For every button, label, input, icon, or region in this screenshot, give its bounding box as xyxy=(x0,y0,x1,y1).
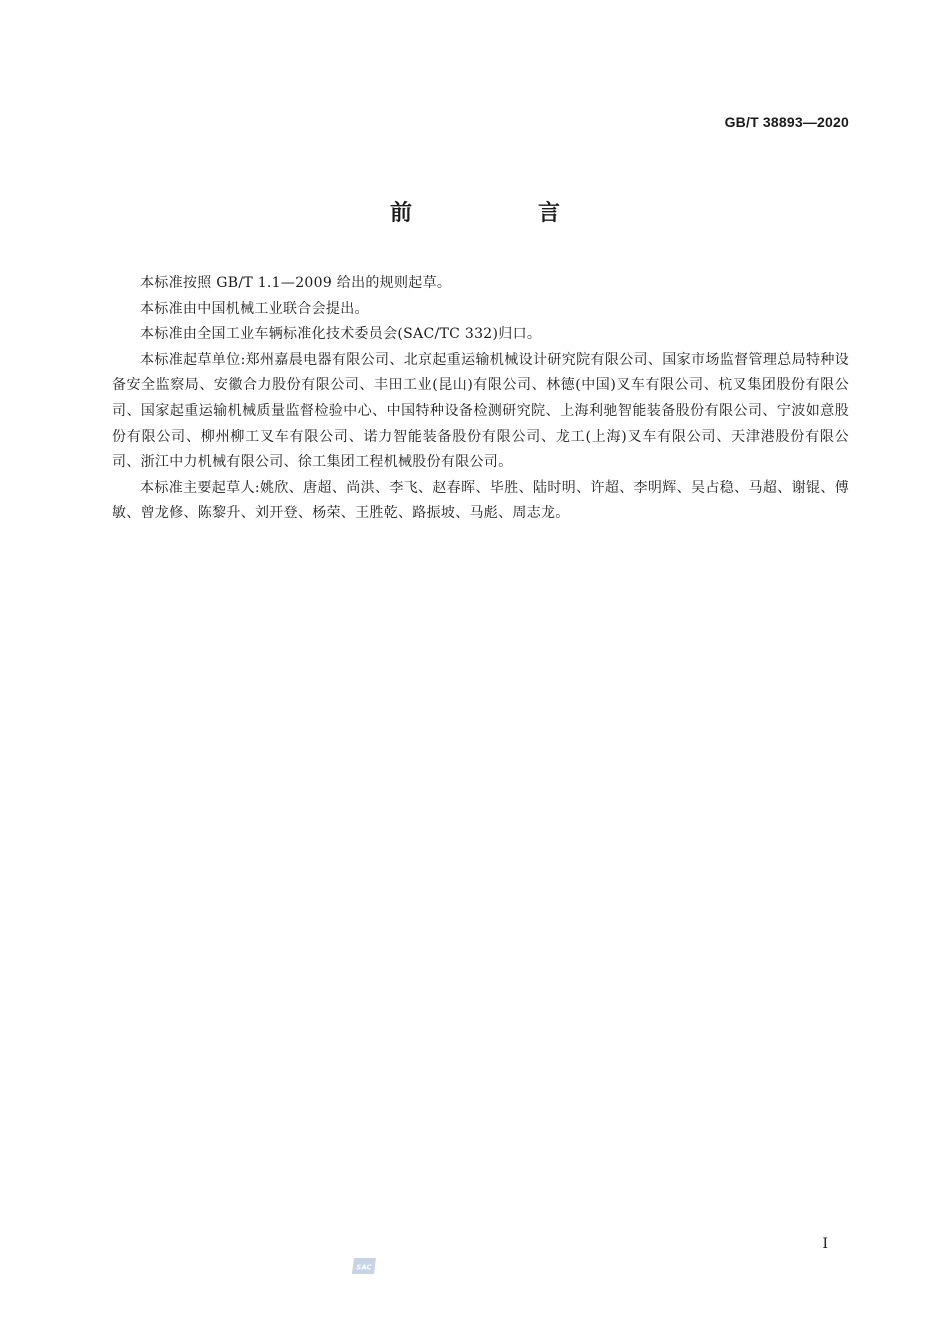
page-title: 前 言 xyxy=(389,201,612,226)
page-number: I xyxy=(822,1236,828,1252)
paragraph-proposer: 本标准由中国机械工业联合会提出。 xyxy=(140,300,369,317)
foreword-body xyxy=(112,271,849,527)
svg-text:SAC: SAC xyxy=(356,1263,372,1272)
paragraph-drafters: 本标准主要起草人:姚欣、唐超、尚洪、李飞、赵春晖、毕胜、陆时明、许超、李明辉、吴占稳、马超、谢锟、傅敏、曾龙修、陈黎升、刘开登、杨荣、王胜乾、路振坡、马彪、周志龙。 xyxy=(112,479,849,522)
paragraph-drafting-units: 本标准起草单位:郑州嘉晨电器有限公司、北京起重运输机械设计研究院有限公司、国家市场监督管理总局特种设备安全监察局、安徽合力股份有限公司、丰田工业(昆山)有限公司、林德(中国)叉车有限公司、杭叉集团股份有限公司、国家起重运输机械质量监督检验中心、中国特种设备检测研究院、上海利驰智能装备股份有限公司、宁波如意股份有限公司、柳州柳工叉车有限公司、诺力智能装备股份有限公司、龙工(上海)叉车有限公司、天津港股份有限公司、浙江中力机械有限公司、徐工集团工程机械股份有限公司。 xyxy=(112,351,849,471)
paragraph-drafting-rules: 本标准按照 GB/T 1.1—2009 给出的规则起草。 xyxy=(140,275,452,291)
standard-code: GB/T 38893—2020 xyxy=(724,114,849,130)
paragraph-committee: 本标准由全国工业车辆标准化技术委员会(SAC/TC 332)归口。 xyxy=(140,326,542,343)
sac-logo-watermark xyxy=(350,1256,378,1276)
